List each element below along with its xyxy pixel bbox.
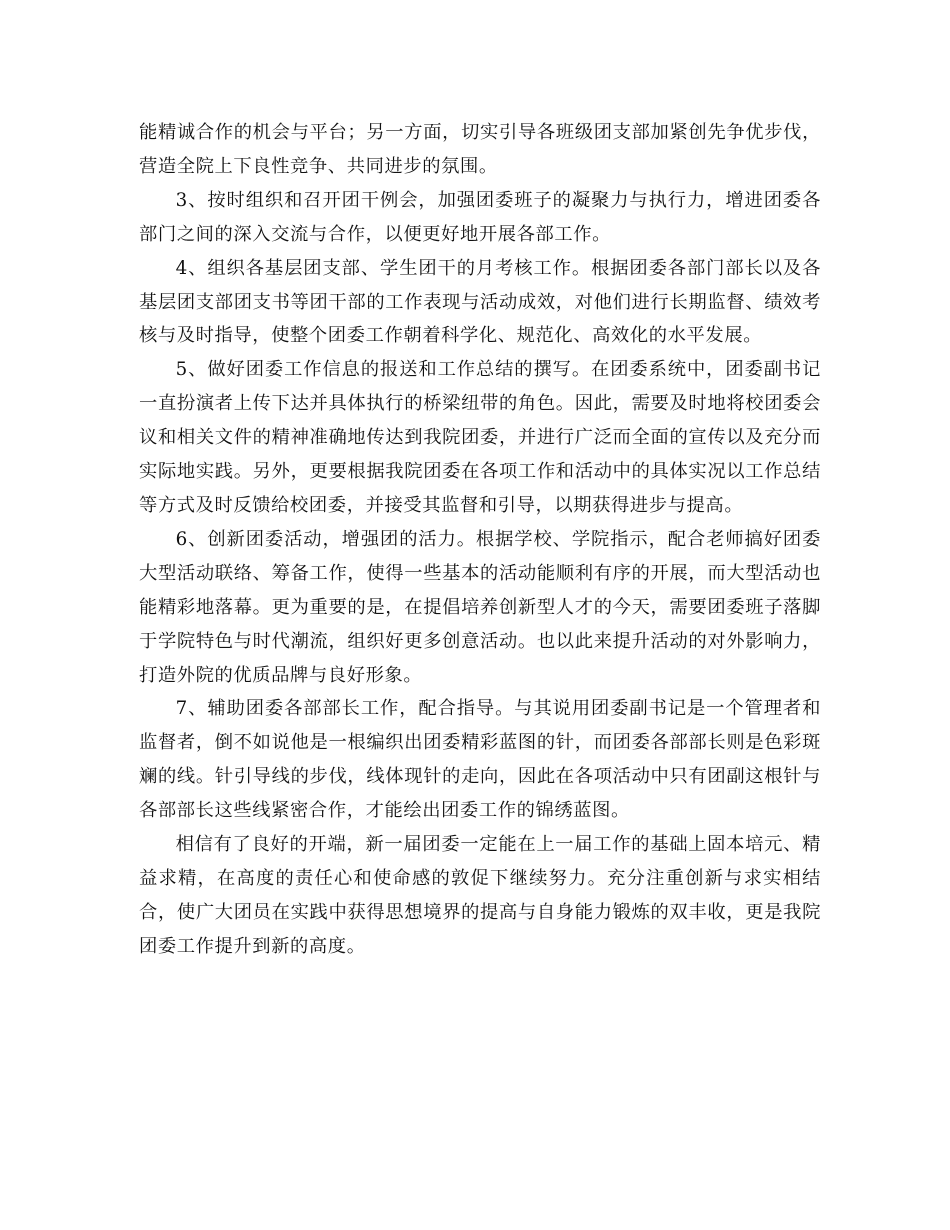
- paragraph-item-3: 3、按时组织和召开团干例会，加强团委班子的凝聚力与执行力，增进团委各部门之间的深入交流与合作，以便更好地开展各部工作。: [139, 189, 821, 245]
- paragraph-continuation: 能精诚合作的机会与平台；另一方面，切实引导各班级团支部加紧创先争优步伐，营造全院上下良性竞争、共同进步的氛围。: [139, 122, 821, 177]
- document-body: [139, 116, 821, 964]
- paragraph-conclusion: 相信有了良好的开端，新一届团委一定能在上一届工作的基础上固本培元、精益求精，在高度的责任心和使命感的敦促下继续努力。充分注重创新与求实相结合，使广大团员在实践中获得思想境界的提高与自身能力锻炼的双丰收，更是我院团委工作提升到新的高度。: [139, 834, 821, 957]
- paragraph-item-5: 5、做好团委工作信息的报送和工作总结的撰写。在团委系统中，团委副书记一直扮演者上传下达并具体执行的桥梁纽带的角色。因此，需要及时地将校团委会议和相关文件的精神准确地传达到我院团委，并进行广泛而全面的宣传以及充分而实际地实践。另外，更要根据我院团委在各项工作和活动中的具体实况以工作总结等方式及时反馈给校团委，并接受其监督和引导，以期获得进步与提高。: [139, 359, 821, 516]
- paragraph-item-6: 6、创新团委活动，增强团的活力。根据学校、学院指示，配合老师搞好团委大型活动联络、筹备工作，使得一些基本的活动能顺利有序的开展，而大型活动也能精彩地落幕。更为重要的是，在提倡培养创新型人才的今天，需要团委班子落脚于学院特色与时代潮流，组织好更多创意活动。也以此来提升活动的对外影响力，打造外院的优质品牌与良好形象。: [139, 528, 821, 686]
- paragraph-item-4: 4、组织各基层团支部、学生团干的月考核工作。根据团委各部门部长以及各基层团支部团支书等团干部的工作表现与活动成效，对他们进行长期监督、绩效考核与及时指导，使整个团委工作朝着科学化、规范化、高效化的水平发展。: [139, 257, 821, 347]
- paragraph-item-7: 7、辅助团委各部部长工作，配合指导。与其说用团委副书记是一个管理者和监督者，倒不如说他是一根编织出团委精彩蓝图的针，而团委各部部长则是色彩斑斓的线。针引导线的步伐，线体现针的走向，因此在各项活动中只有团副这根针与各部部长这些线紧密合作，才能绘出团委工作的锦绣蓝图。: [139, 698, 821, 822]
